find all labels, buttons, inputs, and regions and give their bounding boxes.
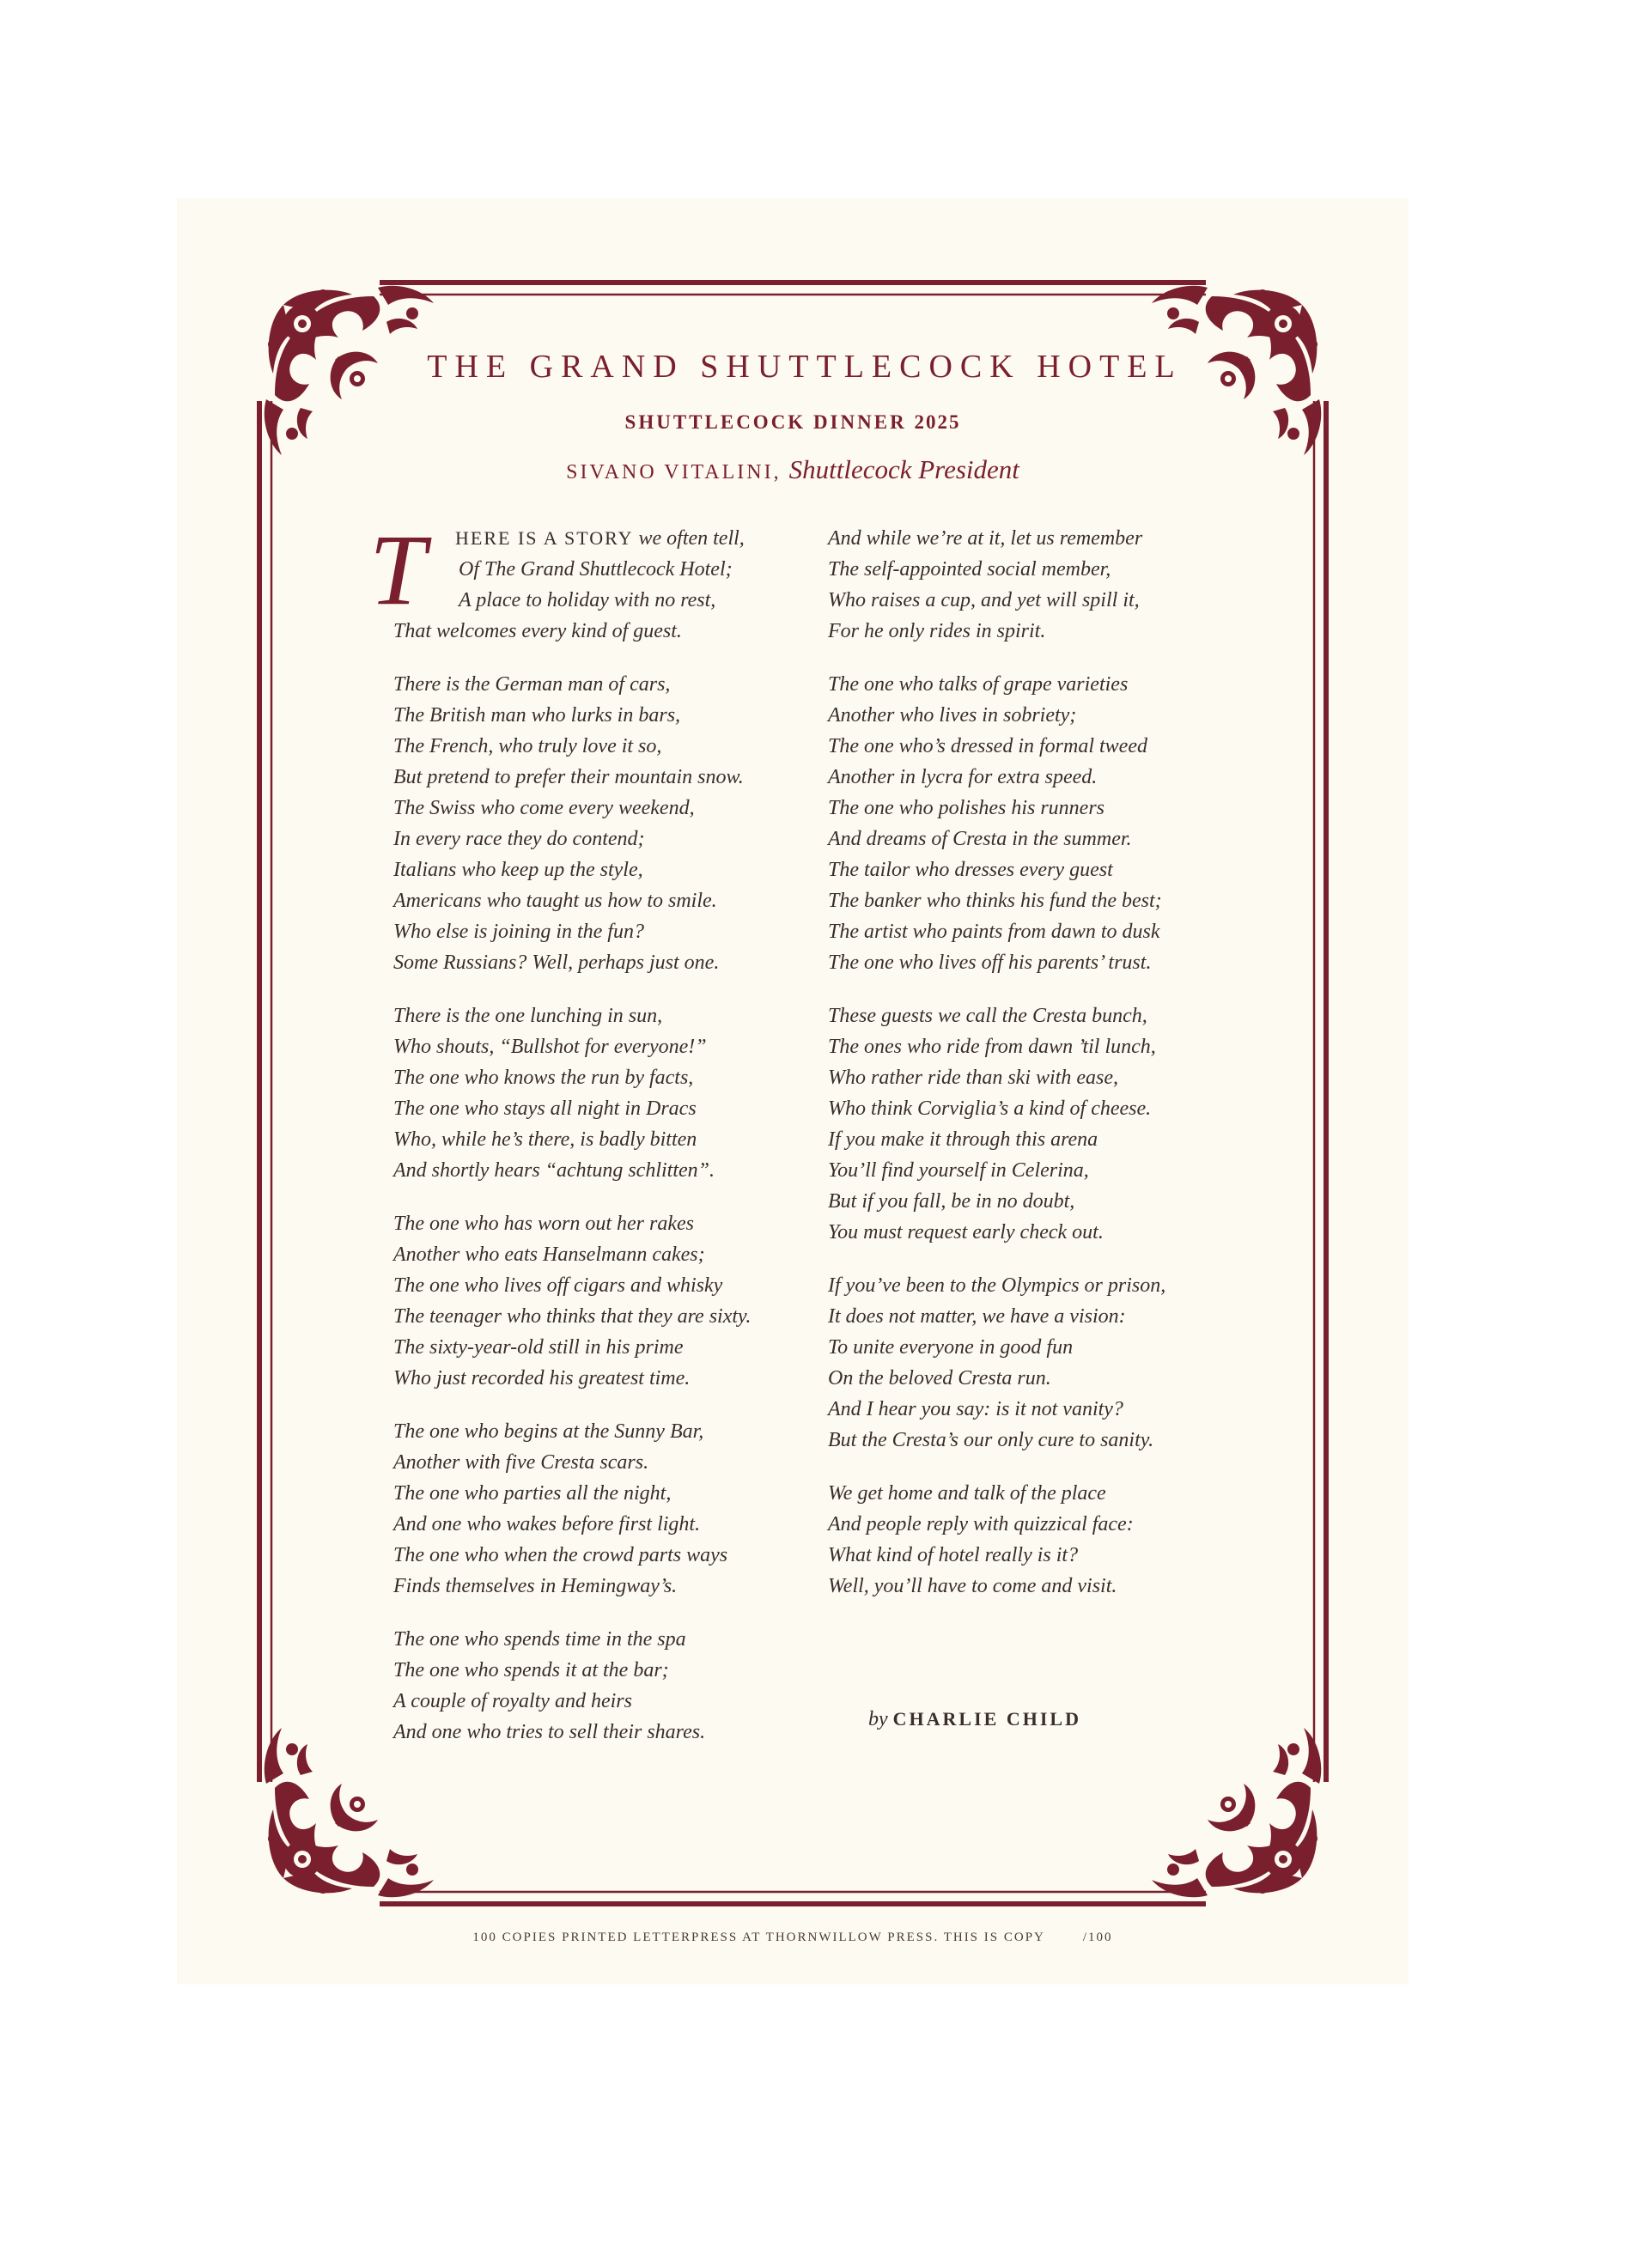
poem-line: But if you fall, be in no doubt, (828, 1190, 1075, 1213)
event-subtitle (177, 411, 1409, 434)
poem-line: The teenager who thinks that they are sixty. (393, 1305, 752, 1328)
poem-line: Well, you’ll have to come and visit. (828, 1575, 1117, 1597)
poem-line: And while we’re at it, let us remember (828, 527, 1143, 550)
poem-line: Who rather ride than ski with ease, (828, 1067, 1118, 1089)
poem-line: The one who has worn out her rakes (393, 1213, 694, 1235)
event-name: SHUTTLECOCK DINNER (624, 411, 907, 433)
poem-line: The tailor who dresses every guest (828, 859, 1113, 881)
poem-left-column (369, 514, 797, 1770)
poem-line: But the Cresta’s our only cure to sanity. (828, 1429, 1154, 1451)
opening-stanza (369, 514, 797, 647)
poem-line: Some Russians? Well, perhaps just one. (393, 952, 720, 974)
drop-cap: T (369, 514, 426, 626)
president-line (177, 454, 1409, 485)
poem-line: Who else is joining in the fun? (393, 921, 644, 943)
poem-line: There is the one lunching in sun, (393, 1005, 663, 1027)
byline (868, 1708, 1081, 1731)
poem-line: In every race they do contend; (393, 828, 645, 850)
poem-line: Another with five Cresta scars. (393, 1451, 649, 1474)
poem-line: The one who spends time in the spa (393, 1628, 686, 1651)
colophon-suffix: /100 (1082, 1931, 1113, 1944)
poem-line: The one who when the crowd parts ways (393, 1544, 728, 1566)
poem-line: Finds themselves in Hemingway’s. (393, 1575, 678, 1597)
poem-line: The French, who truly love it so, (393, 735, 662, 757)
poem-line: The one who stays all night in Dracs (393, 1098, 697, 1120)
poem-line: The sixty-year-old still in his prime (393, 1336, 684, 1359)
lead-caps: HERE IS A STORY (455, 527, 634, 549)
stanza (828, 1478, 1232, 1602)
stanza (393, 1000, 797, 1186)
poem-line: And one who tries to sell their shares. (393, 1721, 706, 1743)
poem-line: The ones who ride from dawn ’til lunch, (828, 1036, 1156, 1058)
poem-line: The one who knows the run by facts, (393, 1067, 694, 1089)
poem-line: Who just recorded his greatest time. (393, 1367, 691, 1389)
poem-line: The one who begins at the Sunny Bar, (393, 1420, 704, 1443)
poem-line: Who think Corviglia’s a kind of cheese. (828, 1098, 1152, 1120)
poem-line: And people reply with quizzical face: (828, 1513, 1134, 1535)
poem-line: Italians who keep up the style, (393, 859, 643, 881)
poem-line: And dreams of Cresta in the summer. (828, 828, 1132, 850)
poem-line: The banker who thinks his fund the best; (828, 890, 1162, 912)
poem-line: The Swiss who come every weekend, (393, 797, 695, 819)
colophon (177, 1931, 1409, 1945)
corner-ornament-bottom-right-icon (1152, 1728, 1338, 1914)
poem-line: The British man who lurks in bars, (393, 704, 681, 727)
poem-line: On the beloved Cresta run. (828, 1367, 1051, 1389)
poem-line: You’ll find yourself in Celerina, (828, 1159, 1089, 1182)
stanza (828, 1000, 1232, 1248)
stanza (393, 1624, 797, 1748)
certificate-sheet (177, 198, 1409, 1985)
stanza (828, 1270, 1232, 1456)
poem-line: The one who lives off cigars and whisky (393, 1274, 723, 1297)
poem-line: It does not matter, we have a vision: (828, 1305, 1126, 1328)
poem-line: For he only rides in spirit. (828, 620, 1046, 642)
stanza (828, 669, 1232, 978)
byline-by: by (868, 1708, 888, 1730)
poem-right-column (828, 523, 1232, 1624)
stanza (393, 669, 797, 978)
author-name: CHARLIE CHILD (892, 1708, 1081, 1730)
left-stanzas (393, 669, 797, 1748)
poem-line: The self-appointed social member, (828, 558, 1111, 581)
poem-line: Another who lives in sobriety; (828, 704, 1077, 727)
poem-line: And I hear you say: is it not vanity? (828, 1398, 1123, 1420)
stanza (393, 1416, 797, 1602)
poem-line: There is the German man of cars, (393, 673, 671, 696)
poem-line: Of The Grand Shuttlecock Hotel; (459, 558, 733, 581)
stanza (828, 523, 1232, 647)
line-rest: we often tell, (633, 527, 745, 550)
poem-line: Americans who taught us how to smile. (393, 890, 717, 912)
colophon-text: 100 COPIES PRINTED LETTERPRESS AT THORNWILLOW PRESS. THIS IS COPY (472, 1931, 1045, 1944)
poem-line: The artist who paints from dawn to dusk (828, 921, 1160, 943)
president-role: Shuttlecock President (788, 454, 1019, 484)
poem-line: These guests we call the Cresta bunch, (828, 1005, 1147, 1027)
poem-line: The one who spends it at the bar; (393, 1659, 669, 1681)
poem-line: The one who lives off his parents’ trust. (828, 952, 1152, 974)
poem-line: Who raises a cup, and yet will spill it, (828, 589, 1140, 611)
poem-line: Who, while he’s there, is badly bitten (393, 1128, 697, 1151)
event-year: 2025 (914, 411, 961, 433)
poem-line: We get home and talk of the place (828, 1482, 1106, 1505)
poem-line: To unite everyone in good fun (828, 1336, 1074, 1359)
poem-line: Who shouts, “Bullshot for everyone!” (393, 1036, 707, 1058)
poem-line: Another who eats Hanselmann cakes; (393, 1243, 705, 1266)
poem-line: What kind of hotel really is it? (828, 1544, 1079, 1566)
poem-line: You must request early check out. (828, 1221, 1104, 1243)
poem-line: The one who parties all the night, (393, 1482, 672, 1505)
poem-line: If you’ve been to the Olympics or prison, (828, 1274, 1166, 1297)
poem-line: The one who talks of grape varieties (828, 673, 1129, 696)
page-title: THE GRAND SHUTTLECOCK HOTEL (427, 349, 1183, 385)
poem-line: If you make it through this arena (828, 1128, 1098, 1151)
poem-line: The one who polishes his runners (828, 797, 1105, 819)
poem-line: A place to holiday with no rest, (459, 589, 716, 611)
president-name: SIVANO VITALINI, (566, 461, 782, 483)
poem-line: The one who’s dressed in formal tweed (828, 735, 1147, 757)
poem-line: And one who wakes before first light. (393, 1513, 701, 1535)
poem-line: But pretend to prefer their mountain snow. (393, 766, 744, 788)
poem-line (393, 523, 797, 554)
poem-line: And shortly hears “achtung schlitten”. (393, 1159, 715, 1182)
stanza (393, 1208, 797, 1394)
poem-line: That welcomes every kind of guest. (393, 620, 682, 642)
poem-line: A couple of royalty and heirs (393, 1690, 632, 1712)
poem-line: Another in lycra for extra speed. (828, 766, 1098, 788)
right-stanzas (828, 523, 1232, 1602)
